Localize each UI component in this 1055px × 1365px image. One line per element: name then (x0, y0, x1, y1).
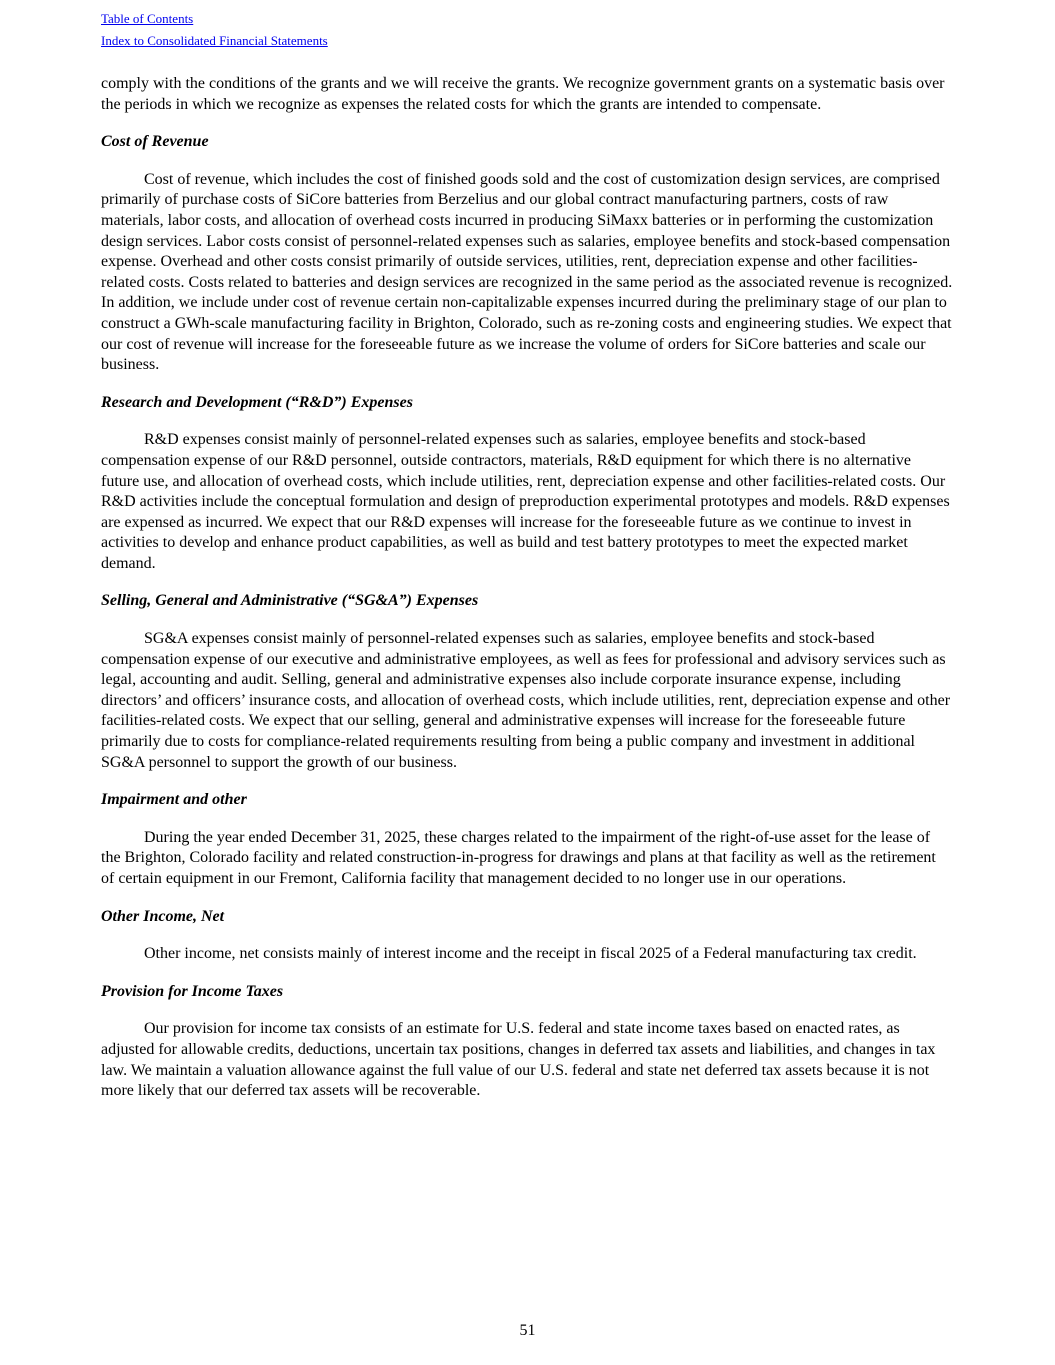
table-of-contents-link[interactable]: Table of Contents (101, 11, 194, 26)
section-paragraph: Cost of revenue, which includes the cost of finished goods sold and the cost of customization design services, are comprised primarily of purchase costs of SiCore batteries from Berzelius and our global contract manufacturing partners, costs of raw materials, labor costs, and allocation of overhead costs incurred in producing SiMaxx batteries or in performing the customization design services. Labor costs consist of personnel-related expenses such as salaries, employee benefits and stock-based compensation expense. Overhead and other costs consist primarily of outside services, utilities, rent, depreciation expense and other facilities-related costs. Costs related to batteries and design services are recognized in the same period as the associated revenue is recognized. In addition, we include under cost of revenue certain non-capitalizable expenses incurred during the preliminary stage of our plan to construct a GWh-scale manufacturing facility in Brighton, Colorado, such as re-zoning costs and engineering studies. We expect that our cost of revenue will increase for the foreseeable future as we increase the volume of orders for SiCore batteries and scale our business. (101, 170, 953, 374)
section-cost-of-revenue (101, 132, 953, 376)
section-heading: Other Income, Net (101, 907, 225, 925)
section-impairment-and-other (101, 790, 953, 889)
section-paragraph: Other income, net consists mainly of interest income and the receipt in fiscal 2025 of a Federal manufacturing tax credit. (144, 945, 917, 963)
section-paragraph: During the year ended December 31, 2025, these charges related to the impairment of the right-of-use asset for the lease of the Brighton, Colorado facility and related construction-in-progress for drawings and plans at that facility as well as the retirement of certain equipment in our Fremont, California facility that management decided to no longer use in our operations. (101, 828, 936, 887)
section-paragraph: R&D expenses consist mainly of personnel-related expenses such as salaries, employee benefits and stock-based compensation expense of our R&D personnel, outside contractors, materials, R&D equipment for which there is no alternative future use, and allocation of overhead costs, which include utilities, rent, depreciation expense and other facilities-related costs. Our R&D activities include the conceptual formulation and design of preproduction experimental prototypes and models. R&D expenses are expensed as incurred. We expect that our R&D expenses will increase for the foreseeable future as we continue to invest in activities to develop and enhance product capabilities, as well as build and test battery prototypes to meet the expected market demand. (101, 431, 950, 572)
section-heading: Cost of Revenue (101, 133, 209, 151)
document-nav-links (101, 8, 328, 52)
section-provision-for-income-taxes (101, 982, 953, 1102)
page-number: 51 (519, 1322, 536, 1339)
index-to-financial-statements-link[interactable]: Index to Consolidated Financial Statements (101, 33, 328, 48)
document-body (101, 74, 953, 1119)
section-research-and-development (101, 393, 953, 575)
section-other-income-net (101, 907, 953, 965)
section-paragraph: SG&A expenses consist mainly of personnel-related expenses such as salaries, employee benefits and stock-based compensation expense of our executive and administrative employees, as well as fees for professional and advisory services such as legal, accounting and audit. Selling, general and administrative expenses also include corporate insurance expense, including directors’ and officers’ insurance costs, and allocation of overhead costs, which include utilities, rent, depreciation expense and other facilities-related costs. We expect that our selling, general and administrative expenses will increase for the foreseeable future primarily due to costs for compliance-related requirements resulting from being a public company and investment in additional SG&A personnel to support the growth of our business. (101, 630, 951, 771)
section-heading: Provision for Income Taxes (101, 982, 284, 1000)
section-heading: Selling, General and Administrative (“SG&A”) Expenses (101, 592, 479, 610)
section-heading: Research and Development (“R&D”) Expenses (101, 393, 413, 411)
section-sga-expenses (101, 591, 953, 773)
continued-paragraph: comply with the conditions of the grants and we will receive the grants. We recognize government grants on a systematic basis over the periods in which we recognize as expenses the related costs for which the grants are intended to compensate. (101, 75, 945, 113)
section-heading: Impairment and other (101, 791, 247, 809)
section-paragraph: Our provision for income tax consists of an estimate for U.S. federal and state income taxes based on enacted rates, as adjusted for allowable credits, deductions, uncertain tax positions, changes in deferred tax assets and liabilities, and changes in tax law. We maintain a valuation allowance against the full value of our U.S. federal and state net deferred tax assets because it is not more likely that our deferred tax assets will be recoverable. (101, 1020, 936, 1100)
